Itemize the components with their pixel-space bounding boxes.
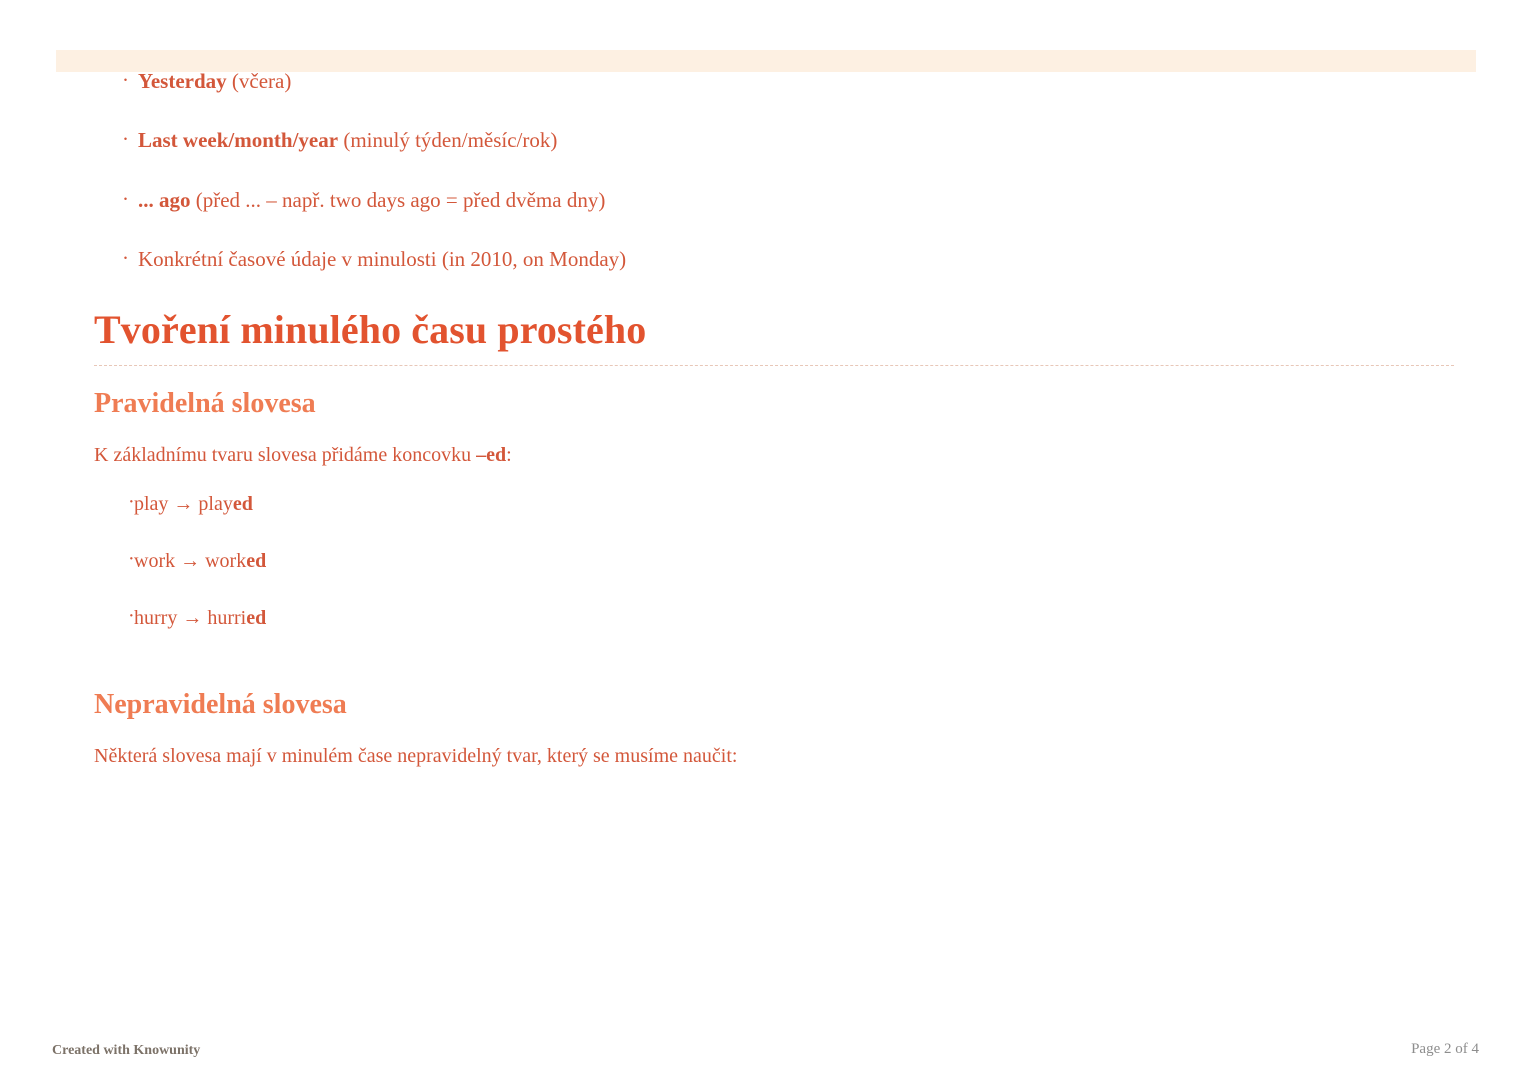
regular-verbs-intro [94,442,1454,468]
subheading-irregular-verbs: Nepravidelná slovesa [94,689,347,720]
example-plain: play → play [134,493,233,515]
list-item-rest: (minulý týden/měsíc/rok) [338,128,558,153]
list-item-text [138,187,605,213]
list-item-text [138,246,626,272]
page-title: Tvoření minulého času prostého [94,307,647,352]
irregular-verbs-paragraph: Některá slovesa mají v minulém čase nepravidelný tvar, který se musíme naučit: [94,745,738,767]
footer-page-indicator: Page 2 of 4 [1411,1041,1479,1057]
list-item-bold: ... ago [138,187,191,212]
list-item-rest: (včera) [226,69,292,93]
list-item-bold: Yesterday [138,69,227,93]
time-expressions-list [94,68,1454,272]
list-item [94,68,1454,94]
footer-credit: Created with Knowunity [52,1043,201,1058]
intro-suffix: : [506,444,512,466]
list-item-rest: Konkrétní časové údaje v minulosti (in 2010, on Monday) [138,246,627,271]
list-item-text [138,127,557,153]
list-item [94,187,1454,213]
title-divider [94,365,1454,366]
list-item-bold: Last week/month/year [138,128,339,153]
list-item [94,127,1454,153]
list-item [94,549,1454,573]
intro-prefix: K základnímu tvaru slovesa přidáme koncovku [94,444,477,466]
regular-verb-examples-list [94,492,1454,630]
intro-bold: –ed [476,444,507,466]
list-item-text [138,68,291,94]
example-bold: ed [246,550,267,572]
example-plain: work → work [134,550,247,572]
list-item-rest: (před ... – např. two days ago = před dvěma dny) [190,187,606,212]
list-item [94,246,1454,272]
document-content [94,68,1454,793]
list-item [94,492,1454,516]
list-item [94,606,1454,630]
subheading-regular-verbs: Pravidelná slovesa [94,388,316,419]
example-plain: hurry → hurri [134,607,247,629]
example-bold: ed [246,607,267,629]
example-bold: ed [232,493,253,515]
